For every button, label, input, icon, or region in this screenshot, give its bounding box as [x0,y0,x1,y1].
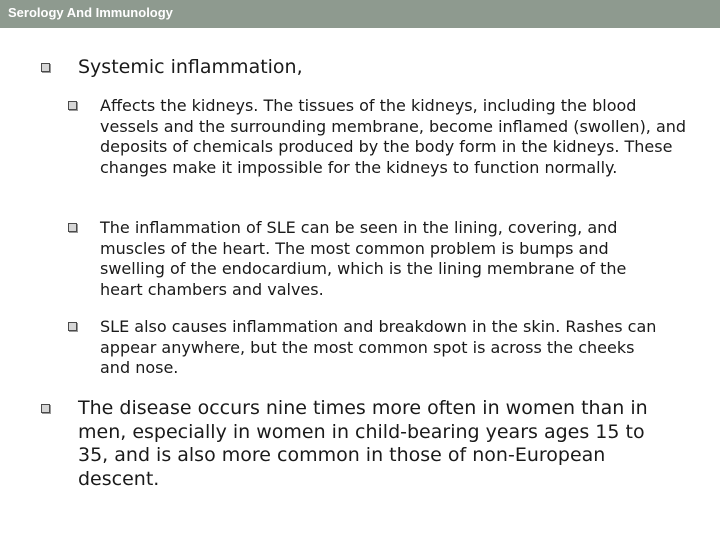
square-bullet-icon [41,404,50,413]
sub-bullet-kidneys: Affects the kidneys. The tissues of the kidneys, including the blood vessels and the surrounding membrane, become inflamed (swollen), and deposits of chemicals produced by the body form in the kidneys. These changes make it impossible for the kidneys to function normally. [100,96,687,177]
sub-bullet-skin: SLE also causes inflammation and breakdown in the skin. Rashes can appear anywhere, but the most common spot is across the cheeks and nose. [100,317,657,377]
square-bullet-icon [68,322,77,331]
slide-header-bar [0,0,720,28]
square-bullet-icon [41,63,50,72]
bullet-systemic-inflammation: Systemic inflammation, [78,56,303,78]
bullet-disease-occurrence: The disease occurs nine times more often in women than in men, especially in women in child-bearing years ages 15 to 35, and is also more common in those of non-European descent. [78,397,648,490]
slide-header-title: Serology And Immunology [8,5,173,20]
square-bullet-icon [68,223,77,232]
sub-bullet-heart: The inflammation of SLE can be seen in the lining, covering, and muscles of the heart. The most common problem is bumps and swelling of the endocardium, which is the lining membrane of the heart chambers and valves. [100,218,627,299]
square-bullet-icon [68,101,77,110]
